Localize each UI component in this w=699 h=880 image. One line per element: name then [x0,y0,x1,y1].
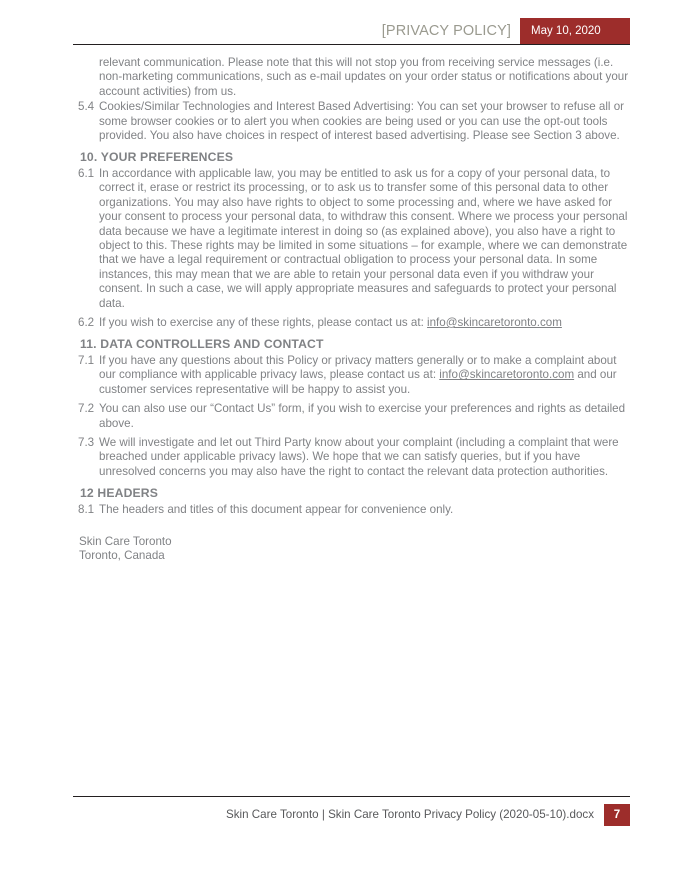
paragraph-number: 7.2 [78,402,95,416]
signature-block [0,535,699,564]
signature-company: Skin Care Toronto [79,535,172,549]
paragraph-text: Cookies/Similar Technologies and Interest Based Advertising: You can set your browser to refuse all or some browser cookies or to alert you when cookies are being used or you can use the opt-out tools provided. You also have choices in respect of interest based advertising. Please see Section 3 above. [99,100,625,143]
page-footer [0,796,699,836]
paragraph-number: 7.3 [78,435,95,449]
footer-divider-rule [73,796,630,797]
paragraph-text: If you wish to exercise any of these rights, please contact us at: [99,316,428,329]
paragraph-5-4 [0,100,699,143]
footer-page-number: 7 [604,804,630,826]
paragraph-text: The headers and titles of this document appear for convenience only. [99,502,454,516]
heading-headers: 12 HEADERS [80,486,159,501]
paragraph-7-3 [0,436,699,479]
paragraph-text: We will investigate and let out Third Party know about your complaint (including a complaint that were breached under applicable privacy laws). We hope that we can satisfy queries, but if you have unresolved concerns you may also have the right to contact the relevant data protection authorities. [99,435,619,478]
spacer [0,330,699,335]
paragraph-text: relevant communication. Please note that this will not stop you from receiving service messages (i.e. non-marketing communications, such as e-mail updates on your order status or notifications about your account activities) from us. [99,56,629,98]
paragraph-7-1 [0,354,699,397]
email-link-6-2[interactable]: info@skincaretoronto.com [427,316,562,329]
paragraph-number: 8.1 [78,502,95,516]
paragraph-text: You can also use our “Contact Us” form, if you wish to exercise your preferences and rights as detailed above. [99,402,626,430]
paragraph-text-after: and our customer services representative will be happy to assist you. [99,368,617,396]
paragraph-number: 6.1 [78,166,95,180]
footer-document-path: Skin Care Toronto | Skin Care Toronto Privacy Policy (2020-05-10).docx [226,808,594,821]
footer-content-group [226,804,630,826]
paragraph-6-2 [0,316,699,330]
heading-your-preferences: 10. YOUR PREFERENCES [80,150,234,165]
heading-data-controllers: 11. DATA CONTROLLERS AND CONTACT [80,337,324,352]
header-divider-rule [73,44,630,45]
paragraph-text: If you have any questions about this Policy or privacy matters generally or to make a complaint about our compliance with applicable privacy laws, please contact us at: [99,353,617,382]
signature-location: Toronto, Canada [79,549,165,563]
email-link-7-1[interactable]: info@skincaretoronto.com [439,368,575,382]
document-body [0,56,699,564]
paragraph-6-1 [0,167,699,311]
page-header [0,0,699,48]
spacer [0,143,699,148]
paragraph-7-2 [0,402,699,431]
paragraph-continuation [0,56,699,99]
paragraph-text: In accordance with applicable law, you may be entitled to ask us for a copy of your personal data, to correct it, erase or restrict its processing, or to ask us to transfer some of this personal data to other organizations. You may also have rights to object to some processing and, where we have asked for your consent to process your personal data, to withdraw this consent. Where we process your personal data because we have a legitimate interest in doing so (as explained above), you also have a right to object to this. These rights may be limited in some situations – for example, where we can demonstrate that we have a legal requirement or contractual obligation to process your personal data. In some instances, this may mean that we are able to retain your personal data even if you withdraw your consent. In such a case, we will apply appropriate measures and safeguards to protect your personal data. [99,166,628,310]
paragraph-number: 6.2 [78,316,95,329]
header-title-group [382,18,630,44]
paragraph-number: 7.1 [78,353,95,367]
header-date-badge: May 10, 2020 [520,18,630,44]
spacer [0,479,699,484]
paragraph-number: 5.4 [78,100,95,114]
header-document-title: [PRIVACY POLICY] [381,23,511,39]
paragraph-8-1 [0,503,699,517]
